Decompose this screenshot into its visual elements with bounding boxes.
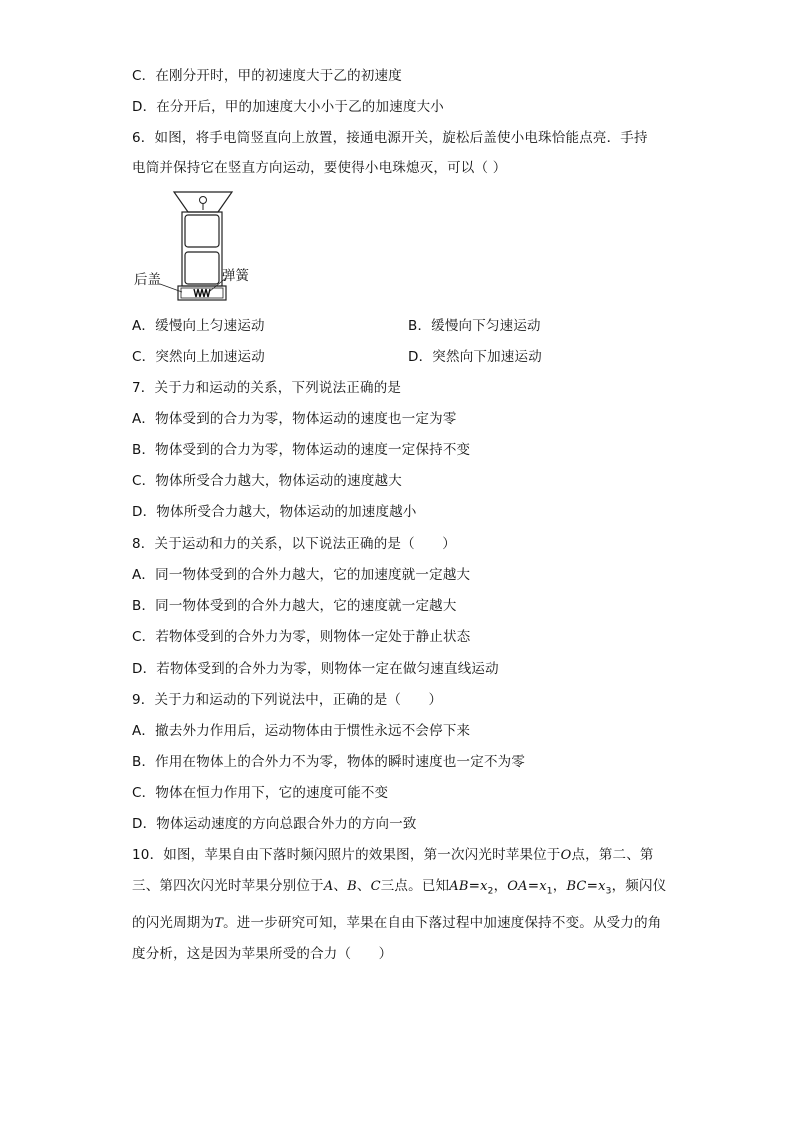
q8-option-a: A．同一物体受到的合外力越大，它的加速度就一定越大 (132, 567, 471, 583)
q6-option-c: C．突然向上加速运动 (132, 349, 265, 365)
q10-point-c: C (370, 879, 381, 894)
q9-stem: 9．关于力和运动的下列说法中，正确的是（ ） (132, 692, 443, 708)
label-back-cover: 后盖 (134, 272, 161, 288)
q10-stem (132, 840, 672, 970)
q10-var-x3: x (598, 879, 606, 894)
q10-sub-2: 2 (487, 886, 494, 897)
q10-text-1: 10．如图，苹果自由下落时频闪照片的效果图，第一次闪光时苹果位于 (132, 847, 561, 863)
q7-option-c: C．物体所受合力越大，物体运动的速度越大 (132, 473, 402, 489)
q9-option-a: A．撤去外力作用后，运动物体由于惯性永远不会停下来 (132, 723, 471, 739)
q7-option-b: B．物体受到的合力为零，物体运动的速度一定保持不变 (132, 442, 471, 458)
label-spring: 弹簧 (222, 268, 249, 284)
q10-text-2: 点，第二、第三、第四次闪光时苹果分别位于 (132, 847, 654, 894)
q10-point-b: B (347, 879, 357, 894)
q9-option-d: D．物体运动速度的方向总跟合外力的方向一致 (132, 816, 417, 832)
q10-var-x2: x (480, 879, 488, 894)
q10-segment-oa: OA (507, 879, 528, 894)
flashlight-figure (130, 188, 250, 306)
q10-eq-3: = (586, 878, 599, 894)
q10-sub-1: 1 (546, 886, 553, 897)
q9-option-b: B．作用在物体上的合外力不为零，物体的瞬时速度也一定不为零 (132, 754, 526, 770)
q10-var-t: T (214, 915, 224, 931)
q10-comma-2: ， (552, 878, 567, 894)
q10-sub-3: 3 (605, 886, 612, 897)
q10-sep-2: 、 (356, 878, 371, 894)
q6-option-b: B．缓慢向下匀速运动 (408, 318, 541, 334)
q6-option-d: D．突然向下加速运动 (408, 349, 542, 365)
q10-sep-1: 、 (333, 878, 348, 894)
q10-text-5: 。进一步研究可知，苹果在自由下落过程中加速度保持不变。从受力的角度分析，这是因为苹果所受的合力（ ） (132, 914, 662, 962)
q5-option-d: D．在分开后，甲的加速度大小小于乙的加速度大小 (132, 99, 444, 115)
q10-segment-bc: BC (566, 879, 587, 894)
q10-eq-1: = (468, 878, 481, 894)
q7-option-d: D．物体所受合力越大，物体运动的加速度越小 (132, 504, 417, 520)
q5-option-c: C．在刚分开时，甲的初速度大于乙的初速度 (132, 68, 402, 84)
q8-option-b: B．同一物体受到的合外力越大，它的速度就一定越大 (132, 598, 457, 614)
q8-option-d: D．若物体受到的合外力为零，则物体一定在做匀速直线运动 (132, 661, 499, 677)
q10-var-x1: x (539, 879, 547, 894)
q7-stem: 7．关于力和运动的关系，下列说法正确的是 (132, 380, 402, 396)
q6-stem-line2: 电筒并保持它在竖直方向运动，要使得小电珠熄灭，可以（ ） (132, 160, 507, 176)
q6-option-a: A．缓慢向上匀速运动 (132, 318, 265, 334)
q10-point-o: O (560, 848, 572, 863)
q10-text-4: ，频闪仪的闪光周期为 (132, 878, 667, 931)
q10-segment-ab: AB (449, 879, 469, 894)
q10-comma-1: ， (493, 878, 508, 894)
q8-option-c: C．若物体受到的合外力为零，则物体一定处于静止状态 (132, 629, 471, 645)
q9-option-c: C．物体在恒力作用下，它的速度可能不变 (132, 785, 389, 801)
q10-point-a: A (323, 879, 334, 894)
q10-text-3: 三点。已知 (380, 878, 450, 894)
flashlight-diagram (130, 188, 250, 306)
q8-stem: 8．关于运动和力的关系，以下说法正确的是（ ） (132, 536, 456, 552)
q7-option-a: A．物体受到的合力为零，物体运动的速度也一定为零 (132, 411, 457, 427)
q6-stem-line1: 6．如图，将手电筒竖直向上放置，接通电源开关，旋松后盖使小电珠恰能点亮．手持 (132, 130, 648, 146)
q10-eq-2: = (527, 878, 540, 894)
